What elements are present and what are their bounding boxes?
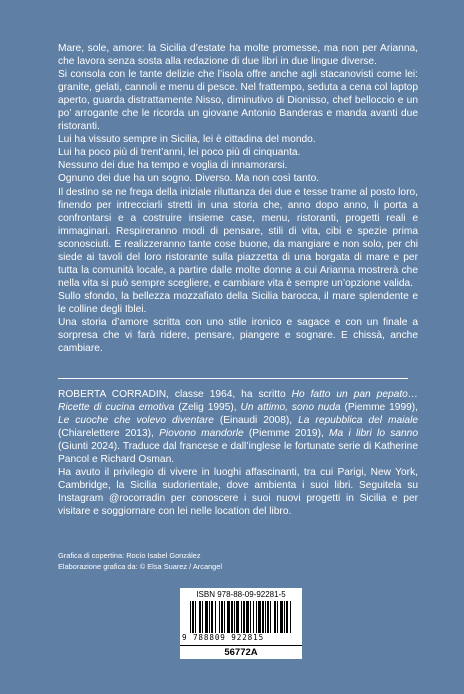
section-divider — [58, 378, 408, 379]
barcode-stripe — [267, 601, 269, 633]
barcode-stripe — [205, 601, 208, 633]
graphic-credits — [58, 550, 358, 572]
blurb-paragraph: Si consola con le tante delizie che l’isola offre anche agli stacanovisti come lei: granite, gelati, cannoli e menu di pesce. Nel frattempo, seduta a cena col laptop aperto, guarda distrattamente Nisso, diminutivo di Dionisso, chef belloccio e un po’ arrogante che le ricorda un giovane Antonio Banderas e manda avanti due ristoranti. — [58, 69, 418, 133]
blurb-paragraph: Sullo sfondo, la bellezza mozzafiato della Sicilia barocca, il mare splendente e le colline degli Iblei. — [58, 290, 418, 315]
book-title: La repubblica del maiale — [298, 415, 418, 427]
barcode-stripe — [199, 601, 201, 633]
layout-credit: Elaborazione grafica da: © Elsa Suarez / Arcangel — [58, 562, 223, 571]
barcode-stripe — [253, 601, 254, 633]
barcode-stripe — [274, 601, 276, 633]
barcode-stripe — [224, 601, 225, 633]
book-title: Piovono mandorle — [159, 428, 244, 440]
bio-paragraph — [58, 388, 418, 466]
barcode-stripe — [284, 601, 285, 633]
barcode-stripe — [258, 601, 261, 633]
barcode-stripe — [192, 601, 194, 633]
barcode-stripe — [246, 601, 249, 633]
blurb-paragraph: Mare, sole, amore: la Sicilia d’estate ha molte promesse, ma non per Arianna, che lavora senza sosta alla redazione di due libri in due lingue diverse. — [58, 43, 418, 68]
barcode-stripe — [256, 601, 257, 633]
blurb-paragraph: Lui ha vissuto sempre in Sicilia, lei è cittadina del mondo. — [58, 134, 316, 146]
book-blurb — [58, 42, 418, 355]
barcode-stripe — [290, 601, 291, 633]
barcode-stripe — [243, 601, 245, 633]
barcode-stripe — [227, 601, 230, 633]
barcode-stripe — [195, 601, 196, 633]
barcode-stripe — [270, 601, 271, 633]
barcode-stripe — [221, 601, 223, 633]
bio-text: ROBERTA CORRADIN, classe 1964, ha scritto — [58, 389, 292, 400]
barcode-stripe — [234, 601, 235, 633]
barcode-stripe — [231, 601, 233, 633]
product-code: 56772A — [180, 645, 302, 659]
barcode-stripe — [219, 601, 220, 633]
blurb-paragraph: Lui ha poco più di trent’anni, lei poco più di cinquanta. — [58, 147, 301, 159]
bio-text: (Einaudi 2008), — [213, 415, 299, 427]
blurb-paragraph: Ognuno dei due ha un sogno. Diverso. Ma non così tanto. — [58, 173, 320, 185]
book-title: Ho fatto un pan pepato… Ricette di cucina emotiva — [58, 389, 419, 414]
isbn-label: ISBN 978-88-09-92281-5 — [196, 590, 286, 599]
bio-text: (Piemme 2019), — [243, 428, 330, 440]
blurb-paragraph: Una storia d’amore scritta con uno stile ironico e sagace e con un finale a sorpresa che vi farà ridere, pensare, piangere e sognare. E chissà, anche cambiare. — [58, 316, 418, 355]
bio-text: (Zelig 1995), — [174, 402, 241, 414]
barcode-stripe — [211, 601, 213, 633]
bio-paragraph: Ha avuto il privilegio di vivere in luoghi affascinanti, tra cui Parigi, New York, Cambridge, la Sicilia sudorientale, dove ambienta i suoi libri. Seguitela su Instagram @rocorradin per conoscere i suoi nuovi progetti in Sicilia e per visitare e soggiornare con lei nelle location del libro. — [58, 467, 418, 518]
barcode-stripe — [280, 601, 283, 633]
barcode-stripe — [215, 601, 216, 633]
barcode-stripe — [262, 601, 264, 633]
barcode-stripe — [250, 601, 251, 633]
barcode-stripe — [202, 601, 203, 633]
barcode-digits: 9 788809 922815 — [182, 633, 265, 642]
blurb-paragraph: Nessuno dei due ha tempo e voglia di innamorarsi. — [58, 160, 288, 172]
book-title: Ma i libri lo sanno — [329, 428, 418, 440]
barcode-stripe — [241, 601, 242, 633]
barcode-stripe — [236, 601, 239, 633]
book-title: Un attimo, sono nuda — [240, 402, 341, 414]
bio-text: (Chiarelettere 2013), — [58, 428, 160, 440]
barcode-stripe — [277, 601, 278, 633]
author-bio — [58, 388, 418, 518]
barcode-box — [180, 588, 302, 659]
book-title: Le cuoche che volevo diventare — [58, 415, 214, 427]
blurb-paragraph: Il destino se ne frega della iniziale riluttanza dei due e tesse trame al posto loro, finendo per intrecciarli stretti in una storia che, anno dopo anno, li porta a confrontarsi e a costruire insieme case, menu, ristoranti, progetti reali e immaginari. Respireranno modi di pensare, stili di vita, cibi e spezie prima sconosciuti. E realizzeranno tante cose buone, da mangiare e non solo, per chi siede ai tavoli del loro ristorante sulla piazzetta di una borgata di mare e per tutta la comunità locale, a partire dalle molte donne a cui Arianna mostrerà che nella vita si può sempre scegliere, e cambiare vita è sempre un’opzione valida. — [58, 186, 418, 289]
barcode-stripe — [286, 601, 288, 633]
barcode-stripe — [209, 601, 210, 633]
barcode-stripe — [190, 601, 191, 633]
bio-text: (Piemme 1999), — [340, 402, 418, 414]
barcode-icon — [190, 601, 294, 633]
cover-credit: Grafica di copertina: Rocío Isabel González — [58, 551, 201, 560]
bio-text: (Giunti 2024). Traduce dal francese e dall’inglese le fortunate serie di Katherine Pancol e Richard Osman. — [58, 441, 418, 466]
barcode-stripe — [265, 601, 266, 633]
